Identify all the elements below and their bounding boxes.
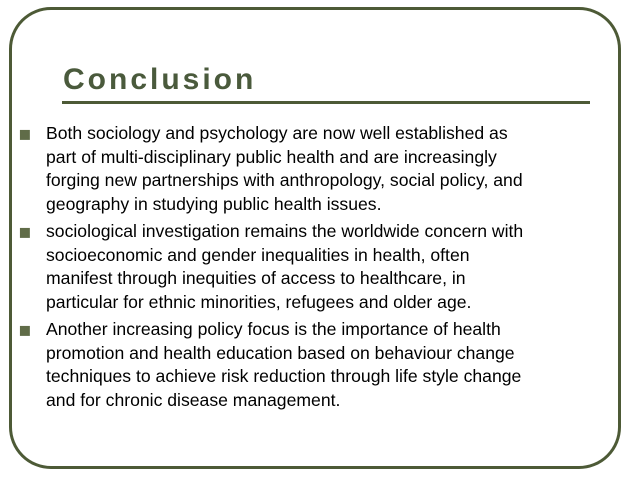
bullet-1-line-3: forging new partnerships with anthropology, social policy, and [46, 170, 523, 190]
bullet-item-1 [18, 122, 630, 216]
square-bullet-icon: ▪ [18, 219, 32, 243]
bullet-3-line-3: techniques to achieve risk reduction through life style change [46, 366, 522, 386]
square-bullet-icon: ▪ [18, 317, 32, 341]
bullet-3-line-2: promotion and health education based on behaviour change [46, 342, 515, 363]
square-bullet-icon: ▪ [18, 121, 32, 145]
bullet-2-line-3: manifest through inequities of access to healthcare, in [46, 268, 466, 288]
bullet-1-line-4: geography in studying public health issues. [46, 193, 382, 214]
bullet-2-line-1: sociological investigation remains the worldwide concern with [46, 221, 524, 241]
title-underline [62, 101, 590, 104]
bullet-item-3 [18, 318, 630, 412]
bullet-item-2 [18, 220, 630, 314]
bullet-3-line-4: and for chronic disease management. [46, 389, 341, 410]
slide-title: Conclusion [63, 63, 257, 96]
bullet-2-line-4: particular for ethnic minorities, refugees and older age. [46, 291, 472, 312]
bullet-3-line-1: Another increasing policy focus is the importance of health [46, 319, 501, 339]
bullet-2-line-2: socioeconomic and gender inequalities in health, often [46, 244, 470, 265]
bullet-list [18, 122, 630, 416]
bullet-1-line-2: part of multi-disciplinary public health and are increasingly [46, 146, 497, 167]
bullet-1-line-1: Both sociology and psychology are now well established as [46, 123, 508, 143]
